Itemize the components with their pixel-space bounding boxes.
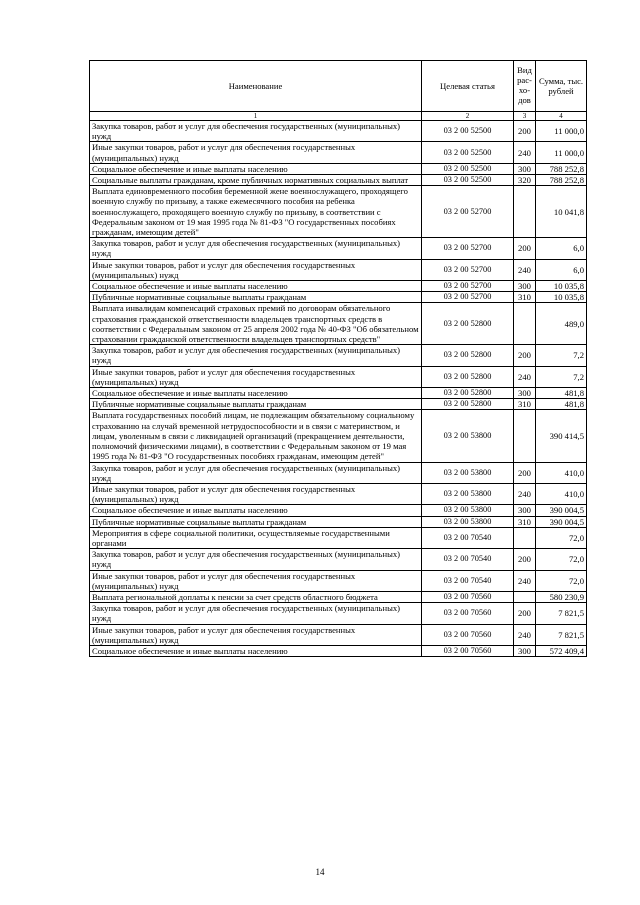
row-vid-cell: 200: [514, 238, 536, 259]
header-row: [90, 61, 587, 112]
row-name-cell: Мероприятия в сфере социальной политики, осуществляемые государственными органами: [90, 527, 422, 548]
page-number: 14: [315, 867, 325, 877]
row-vid-cell: 300: [514, 388, 536, 399]
row-vid-cell: 320: [514, 175, 536, 186]
row-code-cell: 03 2 00 52500: [422, 163, 514, 174]
row-name-cell: Выплата государственных пособий лицам, не подлежащим обязательному социальному страхованию на случай временной нетрудоспособности и в связи с материнством, и лицам, уволенным в связи с ликвидацией организаций (прекращением деятельности, полномочий физическими лицами), в соответствии с Федеральным законом от 19 мая 1995 года № 81-ФЗ "О государственных пособиях гражданам, имеющим детей": [90, 410, 422, 462]
table-row: [90, 591, 587, 602]
table-row: [90, 163, 587, 174]
table-row: [90, 281, 587, 292]
table-row: [90, 142, 587, 163]
table-row: [90, 259, 587, 280]
row-vid-cell: 300: [514, 505, 536, 516]
row-sum-cell: 10 035,8: [536, 292, 587, 303]
row-name-cell: Закупка товаров, работ и услуг для обеспечения государственных (муниципальных) нужд: [90, 238, 422, 259]
row-code-cell: 03 2 00 52500: [422, 121, 514, 142]
row-vid-cell: [514, 186, 536, 238]
row-vid-cell: [514, 303, 536, 345]
row-code-cell: 03 2 00 70540: [422, 570, 514, 591]
row-code-cell: 03 2 00 52800: [422, 388, 514, 399]
table-row: [90, 121, 587, 142]
row-vid-cell: 200: [514, 603, 536, 624]
row-name-cell: Иные закупки товаров, работ и услуг для обеспечения государственных (муниципальных) нужд: [90, 142, 422, 163]
table-body: [90, 121, 587, 657]
table-row: [90, 238, 587, 259]
row-name-cell: Выплата инвалидам компенсаций страховых премий по договорам обязательного страхования гражданской ответственности владельцев транспортных средств в соответствии с Федеральным законом от 25 апреля 2002 года № 40-ФЗ "Об обязательном страховании гражданской ответственности владельцев транспортных средств": [90, 303, 422, 345]
table-row: [90, 410, 587, 462]
row-sum-cell: 7,2: [536, 345, 587, 366]
row-sum-cell: 410,0: [536, 462, 587, 483]
table-row: [90, 505, 587, 516]
column-number: 3: [514, 112, 536, 121]
row-sum-cell: 11 000,0: [536, 142, 587, 163]
row-sum-cell: 11 000,0: [536, 121, 587, 142]
row-code-cell: 03 2 00 70560: [422, 645, 514, 656]
row-code-cell: 03 2 00 52700: [422, 238, 514, 259]
row-code-cell: 03 2 00 70560: [422, 624, 514, 645]
table-row: [90, 483, 587, 504]
row-sum-cell: 6,0: [536, 238, 587, 259]
row-name-cell: Социальное обеспечение и иные выплаты населению: [90, 505, 422, 516]
table-row: [90, 645, 587, 656]
row-name-cell: Закупка товаров, работ и услуг для обеспечения государственных (муниципальных) нужд: [90, 462, 422, 483]
row-sum-cell: 6,0: [536, 259, 587, 280]
row-code-cell: 03 2 00 70560: [422, 603, 514, 624]
row-sum-cell: 10 041,8: [536, 186, 587, 238]
header-code: Целевая статья: [422, 61, 514, 112]
row-code-cell: 03 2 00 52800: [422, 366, 514, 387]
row-code-cell: 03 2 00 52800: [422, 345, 514, 366]
row-code-cell: 03 2 00 52700: [422, 259, 514, 280]
table-row: [90, 399, 587, 410]
row-sum-cell: 7,2: [536, 366, 587, 387]
row-name-cell: Социальное обеспечение и иные выплаты населению: [90, 388, 422, 399]
row-code-cell: 03 2 00 70540: [422, 549, 514, 570]
table-row: [90, 516, 587, 527]
row-name-cell: Социальное обеспечение и иные выплаты населению: [90, 163, 422, 174]
row-name-cell: Публичные нормативные социальные выплаты гражданам: [90, 516, 422, 527]
row-vid-cell: 200: [514, 121, 536, 142]
row-sum-cell: 580 230,9: [536, 591, 587, 602]
row-vid-cell: 310: [514, 399, 536, 410]
row-vid-cell: [514, 410, 536, 462]
table-row: [90, 292, 587, 303]
row-name-cell: Выплата единовременного пособия беременной жене военнослужащего, проходящего военную службу по призыву, а также ежемесячного пособия на ребенка военнослужащего, проходящего военную службу по призыву, в соответствии с Федеральным законом от 19 мая 1995 года № 81-ФЗ "О государственных пособиях гражданам, имеющим детей": [90, 186, 422, 238]
row-sum-cell: 788 252,8: [536, 175, 587, 186]
row-vid-cell: [514, 591, 536, 602]
row-sum-cell: 72,0: [536, 570, 587, 591]
header-sum: Сумма, тыс. рублей: [536, 61, 587, 112]
row-vid-cell: 240: [514, 483, 536, 504]
row-vid-cell: 240: [514, 366, 536, 387]
row-sum-cell: 788 252,8: [536, 163, 587, 174]
row-code-cell: 03 2 00 70560: [422, 591, 514, 602]
row-code-cell: 03 2 00 52500: [422, 142, 514, 163]
row-name-cell: Закупка товаров, работ и услуг для обеспечения государственных (муниципальных) нужд: [90, 603, 422, 624]
row-sum-cell: 390 004,5: [536, 505, 587, 516]
column-number: 1: [90, 112, 422, 121]
column-number: 2: [422, 112, 514, 121]
row-name-cell: Социальные выплаты гражданам, кроме публичных нормативных социальных выплат: [90, 175, 422, 186]
table-row: [90, 570, 587, 591]
row-name-cell: Закупка товаров, работ и услуг для обеспечения государственных (муниципальных) нужд: [90, 549, 422, 570]
row-vid-cell: 240: [514, 624, 536, 645]
row-vid-cell: 200: [514, 549, 536, 570]
table-row: [90, 366, 587, 387]
row-name-cell: Выплата региональной доплаты к пенсии за счет средств областного бюджета: [90, 591, 422, 602]
row-vid-cell: 240: [514, 259, 536, 280]
row-sum-cell: 72,0: [536, 527, 587, 548]
row-name-cell: Иные закупки товаров, работ и услуг для обеспечения государственных (муниципальных) нужд: [90, 259, 422, 280]
row-code-cell: 03 2 00 52500: [422, 175, 514, 186]
table-row: [90, 388, 587, 399]
row-sum-cell: 72,0: [536, 549, 587, 570]
budget-table: [89, 60, 587, 657]
table-row: [90, 624, 587, 645]
row-vid-cell: 240: [514, 570, 536, 591]
row-code-cell: 03 2 00 53800: [422, 462, 514, 483]
table-row: [90, 175, 587, 186]
row-vid-cell: 300: [514, 163, 536, 174]
table-row: [90, 345, 587, 366]
row-code-cell: 03 2 00 52700: [422, 292, 514, 303]
row-sum-cell: 489,0: [536, 303, 587, 345]
row-code-cell: 03 2 00 52700: [422, 281, 514, 292]
row-code-cell: 03 2 00 53800: [422, 516, 514, 527]
row-sum-cell: 481,8: [536, 388, 587, 399]
row-sum-cell: 410,0: [536, 483, 587, 504]
row-code-cell: 03 2 00 52700: [422, 186, 514, 238]
row-sum-cell: 7 821,5: [536, 603, 587, 624]
table-row: [90, 527, 587, 548]
row-vid-cell: 310: [514, 292, 536, 303]
table-row: [90, 303, 587, 345]
column-number-row: [90, 112, 587, 121]
row-sum-cell: 390 004,5: [536, 516, 587, 527]
row-code-cell: 03 2 00 52800: [422, 399, 514, 410]
row-name-cell: Публичные нормативные социальные выплаты гражданам: [90, 399, 422, 410]
table-row: [90, 462, 587, 483]
row-sum-cell: 390 414,5: [536, 410, 587, 462]
table-row: [90, 186, 587, 238]
row-sum-cell: 572 409,4: [536, 645, 587, 656]
row-code-cell: 03 2 00 70540: [422, 527, 514, 548]
row-name-cell: Иные закупки товаров, работ и услуг для обеспечения государственных (муниципальных) нужд: [90, 624, 422, 645]
header-vid: Вид рас-хо-дов: [514, 61, 536, 112]
row-vid-cell: 300: [514, 281, 536, 292]
row-name-cell: Закупка товаров, работ и услуг для обеспечения государственных (муниципальных) нужд: [90, 121, 422, 142]
row-name-cell: Иные закупки товаров, работ и услуг для обеспечения государственных (муниципальных) нужд: [90, 366, 422, 387]
row-name-cell: Публичные нормативные социальные выплаты гражданам: [90, 292, 422, 303]
row-vid-cell: 200: [514, 462, 536, 483]
row-name-cell: Социальное обеспечение и иные выплаты населению: [90, 645, 422, 656]
row-name-cell: Иные закупки товаров, работ и услуг для обеспечения государственных (муниципальных) нужд: [90, 483, 422, 504]
table-row: [90, 549, 587, 570]
row-name-cell: Закупка товаров, работ и услуг для обеспечения государственных (муниципальных) нужд: [90, 345, 422, 366]
row-vid-cell: [514, 527, 536, 548]
row-name-cell: Иные закупки товаров, работ и услуг для обеспечения государственных (муниципальных) нужд: [90, 570, 422, 591]
column-number: 4: [536, 112, 587, 121]
row-vid-cell: 300: [514, 645, 536, 656]
row-vid-cell: 240: [514, 142, 536, 163]
row-sum-cell: 7 821,5: [536, 624, 587, 645]
row-code-cell: 03 2 00 52800: [422, 303, 514, 345]
row-code-cell: 03 2 00 53800: [422, 505, 514, 516]
row-vid-cell: 200: [514, 345, 536, 366]
row-vid-cell: 310: [514, 516, 536, 527]
row-name-cell: Социальное обеспечение и иные выплаты населению: [90, 281, 422, 292]
header-name: Наименование: [90, 61, 422, 112]
row-code-cell: 03 2 00 53800: [422, 410, 514, 462]
row-sum-cell: 10 035,8: [536, 281, 587, 292]
table-row: [90, 603, 587, 624]
row-sum-cell: 481,8: [536, 399, 587, 410]
row-code-cell: 03 2 00 53800: [422, 483, 514, 504]
